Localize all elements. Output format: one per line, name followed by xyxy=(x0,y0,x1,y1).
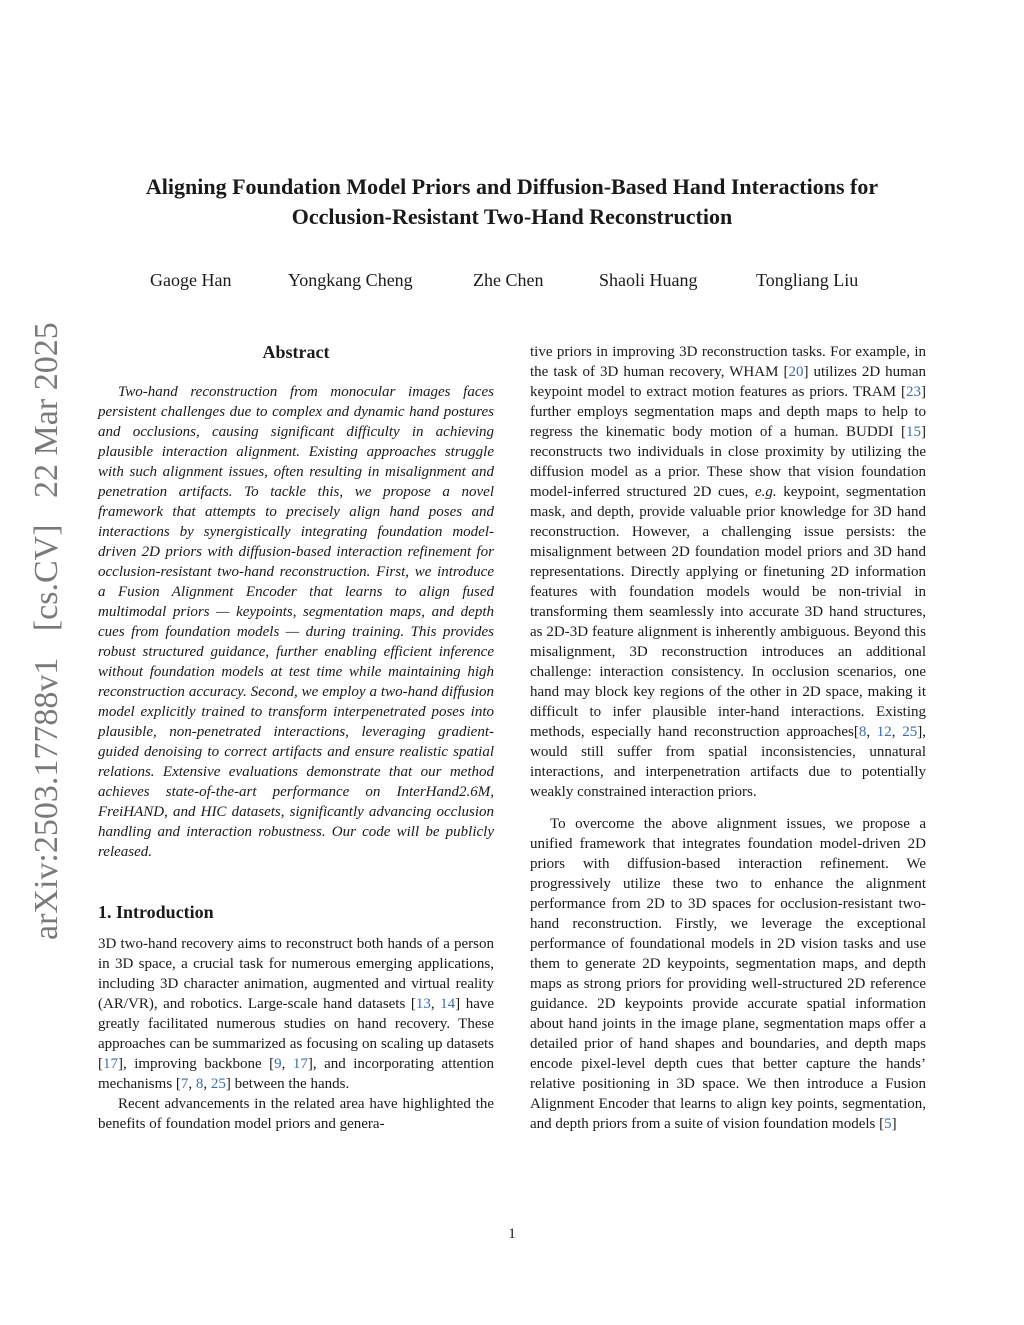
citation-link[interactable]: 12 xyxy=(876,724,892,740)
arxiv-sidebar-stamp xyxy=(28,322,65,940)
citation-link[interactable]: 14 xyxy=(440,996,456,1012)
intro-paragraph-3: To overcome the above alignment issues, we propose a unified framework that integrates foundation model-driven 2D priors with diffusion-based interaction refinement. We progressively utilize these two to enhance the alignment performance from 2D to 3D spaces for occlusion-resistant two-hand reconstruction. Firstly, we leverage the exceptional performance of foundational models in 2D vision tasks and use them to generate 2D keypoints, segmentation maps, and depth maps as strong priors for providing well-structured 2D reference guidance. 2D keypoints provide accurate spatial information about hand joints in the image plane, segmentation maps offer a detailed prior of hand shapes and boundaries, and depth maps encode pixel-level depth cues that better capture the hands’ relative positioning in 3D space. We then introduce a Fusion Alignment Encoder that learns to align key points, segmentation, and depth priors from a suite of vision foundation models [5] xyxy=(530,816,926,1132)
citation-link[interactable]: 9 xyxy=(274,1056,282,1072)
citation-link[interactable]: 15 xyxy=(906,424,921,440)
citation-link[interactable]: 25 xyxy=(902,724,918,740)
intro-paragraph-2: Recent advancements in the related area have highlighted the benefits of foundation model priors and genera- xyxy=(98,1096,494,1132)
paper-title xyxy=(60,172,964,232)
left-column xyxy=(98,340,494,1134)
arxiv-id: arXiv:2503.17788v1 xyxy=(28,657,65,940)
author-2: Yongkang Cheng xyxy=(288,270,413,290)
paper-title-line-1: Aligning Foundation Model Priors and Diffusion-Based Hand Interactions for xyxy=(145,174,879,199)
page-number: 1 xyxy=(508,1226,516,1242)
arxiv-date: 22 Mar 2025 xyxy=(28,322,65,498)
citation-link[interactable]: 20 xyxy=(788,364,804,380)
citation-link[interactable]: 17 xyxy=(103,1056,118,1072)
citation-link[interactable]: 13 xyxy=(415,996,431,1012)
citation-link[interactable]: 7 xyxy=(180,1076,189,1092)
citation-link[interactable]: 17 xyxy=(292,1056,308,1072)
citation-link[interactable]: 5 xyxy=(884,1116,892,1132)
abstract-text: Two-hand reconstruction from monocular images faces persistent challenges due to complex and dynamic hand postures and occlusions, causing significant difficulty in achieving plausible interaction alignment. Existing approaches struggle with such alignment issues, often resulting in misalignment and penetration artifacts. To tackle this, we propose a novel framework that attempts to precisely align hand poses and interactions by synergistically integrating foundation model-driven 2D priors with diffusion-based interaction refinement for occlusion-resistant two-hand reconstruction. First, we introduce a Fusion Alignment Encoder that learns to align fused multimodal priors — keypoints, segmentation maps, and depth cues from foundation models — during training. This provides robust structured guidance, further enabling efficient inference without foundation models at test time while maintaining high reconstruction accuracy. Second, we employ a two-hand diffusion model explicitly trained to transform interpenetrated poses into plausible, non-penetrated interactions, leveraging gradient-guided denoising to correct artifacts and ensure realistic spatial relations. Extensive evaluations demonstrate that our method achieves state-of-the-art performance on InterHand2.6M, FreiHAND, and HIC datasets, significantly advancing occlusion handling and interaction robustness. Our code will be publicly released. xyxy=(98,384,494,860)
author-5: Tongliang Liu xyxy=(756,270,859,290)
author-4: Shaoli Huang xyxy=(599,270,698,290)
citation-link[interactable]: 25 xyxy=(210,1076,226,1092)
citation-link[interactable]: 23 xyxy=(906,384,921,400)
paper-title-line-2: Occlusion-Resistant Two-Hand Reconstruction xyxy=(291,204,733,229)
abstract-heading: Abstract xyxy=(262,342,330,362)
arxiv-category: [cs.CV] xyxy=(28,524,65,632)
intro-paragraph-1: 3D two-hand recovery aims to reconstruct both hands of a person in 3D space, a crucial task for numerous emerging applications, including 3D character animation, augmented and virtual reality (AR/VR), and robotics. Large-scale hand datasets [13, 14] have greatly facilitated numerous studies on hand recovery. These approaches can be summarized as focusing on scaling up datasets [17], improving backbone [9, 17], and incorporating attention mechanisms [7, 8, 25] between the hands. xyxy=(98,936,495,1092)
author-3: Zhe Chen xyxy=(473,270,544,290)
intro-paragraph-2-continued: tive priors in improving 3D reconstruction tasks. For example, in the task of 3D human recovery, WHAM [20] utilizes 2D human keypoint model to extract motion features as priors. TRAM [23] further employs segmentation maps and depth maps to help to regress the kinematic body motion of a human. BUDDI [15] reconstructs two individuals in close proximity by utilizing the diffusion model as a prior. These show that vision foundation model-inferred structured 2D cues, e.g. keypoint, segmentation mask, and depth, provide valuable prior knowledge for 3D hand reconstruction. However, a challenging issue persists: the misalignment between 2D foundation model priors and 3D hand representations. Directly applying or finetuning 2D information features with foundation models would be non-trivial in transforming them seamlessly into accurate 3D hand structures, as 2D-3D feature alignment is inherently ambiguous. Beyond this misalignment, 3D reconstruction introduces an additional challenge: interaction consistency. In occlusion scenarios, one hand may block key regions of the other in 2D space, making it difficult to infer plausible inter-hand interactions. Existing methods, especially hand reconstruction approaches[8, 12, 25], would still suffer from spatial inconsistencies, unnatural interactions, and interpenetration artifacts due to potentially weakly constrained interaction priors. xyxy=(530,344,927,800)
citation-link[interactable]: 8 xyxy=(858,724,867,740)
citation-link[interactable]: 8 xyxy=(195,1076,204,1092)
right-column xyxy=(530,342,926,1134)
introduction-heading: 1. Introduction xyxy=(98,902,214,922)
author-1: Gaoge Han xyxy=(150,270,232,290)
